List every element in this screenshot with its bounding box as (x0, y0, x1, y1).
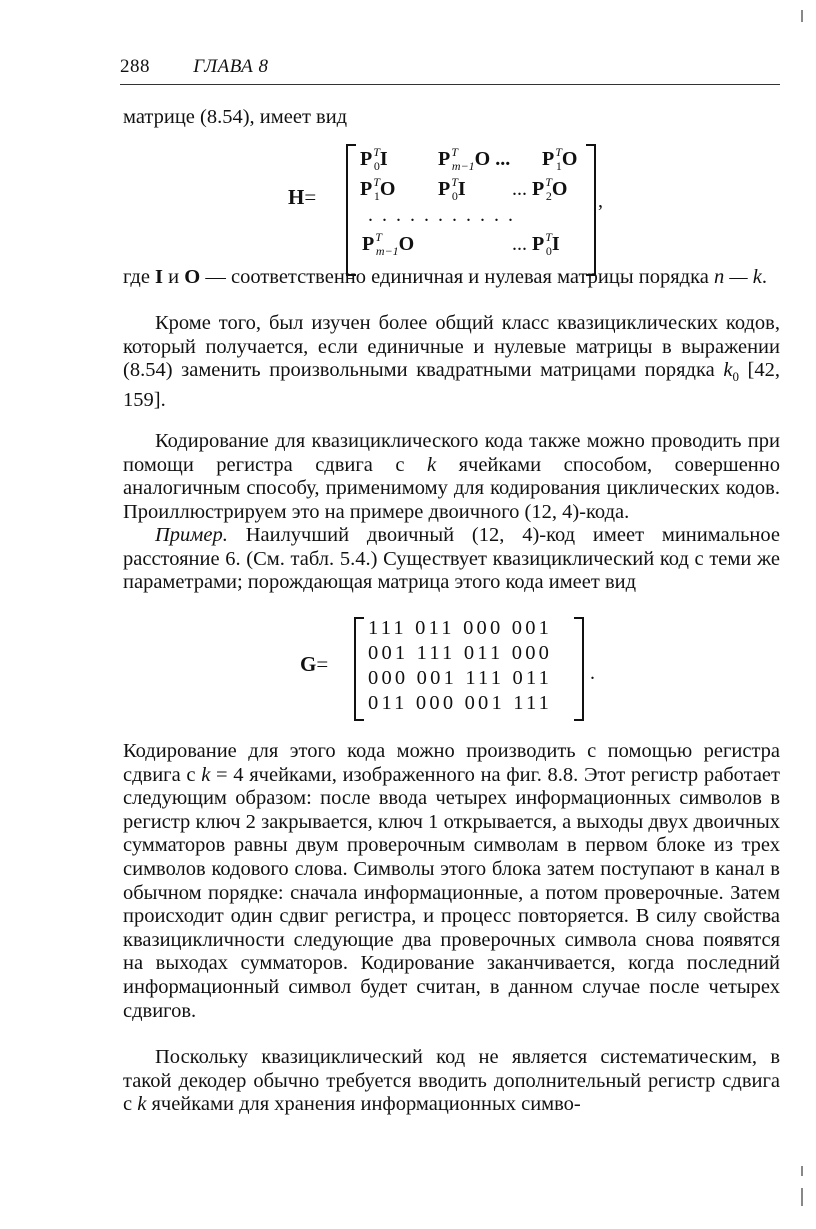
paragraph-example: Пример. Наилучший двоичный (12, 4)-код имеет минимальное расстояние 6. (См. табл. 5.4.) Существует квазициклический код с теми же параметрами; порождающая матрица этого кода имеет вид (123, 524, 780, 594)
matrix-g-row: 111 011 000 001 (368, 617, 553, 639)
matrix-g-left-bracket (354, 617, 364, 721)
matrix-g-row: 001 111 011 000 (368, 642, 553, 664)
matrix-h-right-bracket (586, 144, 596, 276)
matrix-h-cell: ... $P^T_2O$ (512, 175, 568, 203)
scan-edge-mark (801, 1188, 803, 1206)
matrix-h-cell: $P^T_{m-1}O$ ... (438, 145, 511, 173)
paragraph-encoding: Кодирование для квазициклического кода также можно проводить при помощи регистра сдвига с k ячейками способом, совершенно аналогичным способу, применимому для кодирования циклических кодов. Проиллюстрируем это на примере двоичного (12, 4)-кода. (123, 430, 780, 523)
matrix-h-trailing-comma: , (598, 190, 603, 212)
matrix-h-dots-row: . . . . . . . . . . . (368, 204, 515, 226)
matrix-g-trailing-period: . (590, 662, 595, 684)
paragraph-decoder: Поскольку квазициклический код не является систематическим, в такой декодер обычно требуется вводить дополнительный регистр сдвига с k ячейками для хранения информационных симво- (123, 1046, 780, 1116)
paragraph-where: где I и O — соответственно единичная и нулевая матрицы порядка n — k. (123, 266, 767, 288)
matrix-h-cell: ... $P^T_0I$ (512, 230, 560, 258)
scan-edge-mark (801, 10, 803, 22)
paragraph-general-class: Кроме того, был изучен более общий класс квазициклических кодов, который получается, если единичные и нулевые матрицы в выражении (8.54) заменить произвольными квадратными матрицами порядка $k_0$ [42, 159]. (123, 312, 781, 411)
matrix-h-cell: $P^T_1O$ (542, 145, 578, 173)
matrix-g-row: 000 001 111 011 (368, 667, 553, 689)
chapter-title: ГЛАВА 8 (193, 56, 269, 77)
paragraph-register: Кодирование для этого кода можно производить с помощью регистра сдвига с k = 4 ячейками, изображенного на фиг. 8.8. Этот регистр работает следующим образом: после ввода четырех информационных символов в регистр ключ 2 закрывается, ключ 1 открывается, а выходы двух двоичных сумматоров равны двум проверочным символам в первом блоке из трех символов кодового слова. Символы этого блока затем поступают в канал в обычном порядке: сначала информационные, а потом проверочные. Затем происходит один сдвиг регистра, и процесс повторяется. В силу свойства квазицикличности следующие два проверочных символа снова появятся на выходах сумматоров. Кодирование заканчивается, когда последний информационный символ будет считан, в данном случае после четырех сдвигов. (123, 740, 780, 1022)
matrix-h-cell: $P^T_0I$ (438, 175, 466, 203)
matrix-g-label: G (300, 652, 317, 676)
matrix-g-right-bracket (574, 617, 584, 721)
page-header (120, 56, 780, 78)
scan-edge-mark (801, 1166, 803, 1176)
page-number: 288 (120, 56, 150, 77)
matrix-h-left-bracket (346, 144, 356, 276)
matrix-h-cell: $P^T_0I$ (360, 145, 388, 173)
matrix-h-cell: $P^T_1O$ (360, 175, 396, 203)
header-rule (120, 84, 780, 85)
matrix-g-row: 011 000 001 111 (368, 692, 553, 714)
intro-line: матрице (8.54), имеет вид (123, 106, 348, 128)
matrix-h-equals: = (304, 185, 317, 209)
matrix-g-equals: = (316, 652, 329, 676)
matrix-h-label: H (288, 185, 305, 209)
matrix-h-cell: $P^T_{m-1}O$ (362, 230, 415, 258)
